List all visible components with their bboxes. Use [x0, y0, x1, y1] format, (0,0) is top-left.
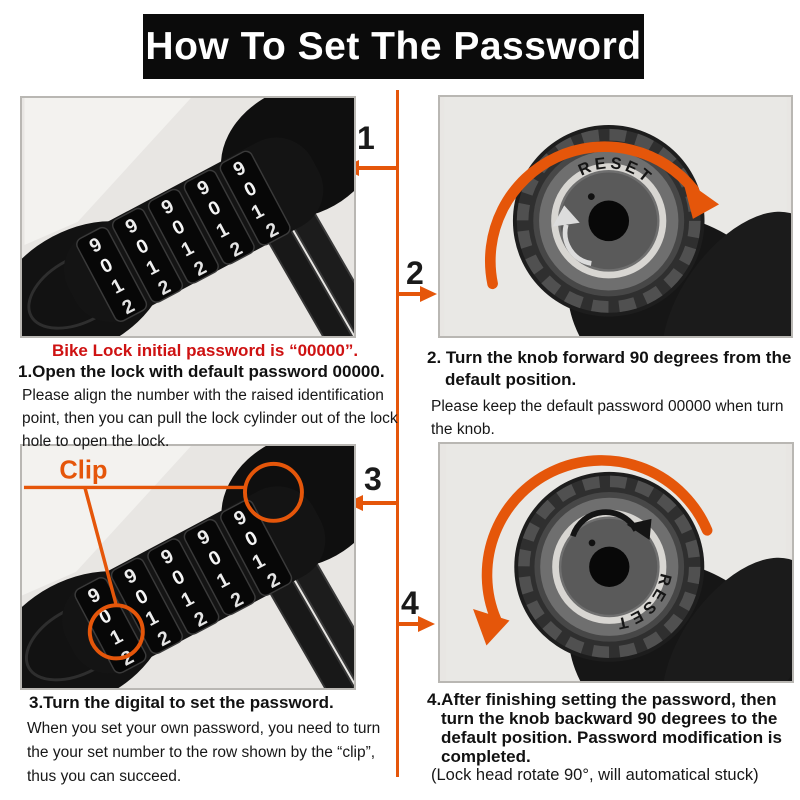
step2-illustration: [440, 97, 791, 336]
step3-arrow-bar: [361, 501, 398, 505]
step2-heading: [427, 347, 791, 391]
photo-step3-clip: [20, 444, 356, 690]
step-number-1: 1: [357, 120, 375, 156]
initial-password-caption: Bike Lock initial password is “00000”.: [51, 341, 359, 360]
clip-label: Clip: [59, 456, 108, 485]
step4-heading-line2: turn the knob backward 90 degrees to the: [441, 709, 778, 728]
svg-text:RESET: RESET: [612, 571, 675, 634]
step-number-3: 3: [364, 461, 382, 497]
step2-heading-line2: default position.: [445, 370, 577, 389]
step-number-2: 2: [406, 255, 424, 291]
step2-heading-line1: 2. Turn the knob forward 90 degrees from the: [427, 348, 792, 367]
step2-body: [431, 395, 783, 441]
step3-body-line1: When you set your own password, you need to turn: [27, 720, 381, 737]
step1-body-line2: point, then you can pull the lock cylinder out of the lock: [22, 410, 398, 427]
step3-illustration: [22, 446, 354, 688]
step3-heading: 3.Turn the digital to set the password.: [29, 693, 334, 712]
step3-body-line2: the your set number to the row shown by the “clip”,: [27, 744, 376, 761]
step2-arrow-bar: [398, 292, 420, 296]
step4-arrow-icon: [418, 616, 435, 632]
reset-label: RESET: [575, 154, 657, 188]
step-number-4: 4: [401, 585, 419, 621]
step4-illustration: [440, 444, 792, 681]
step1-body-line1: Please align the number with the raised identification: [22, 387, 384, 404]
step4-note: (Lock head rotate 90°, will automatical stuck): [431, 766, 759, 784]
step1-illustration: [22, 98, 354, 336]
step1-body-line3: hole to open the lock.: [22, 433, 170, 450]
step2-arrow-icon: [420, 286, 437, 302]
step1-arrow-bar: [357, 166, 398, 170]
step1-body: [22, 384, 398, 453]
step3-body: [27, 717, 380, 789]
photo-step4-knob-back: [438, 442, 794, 683]
step1-heading: 1.Open the lock with default password 00000.: [18, 362, 385, 381]
page-title: How To Set The Password: [145, 24, 642, 68]
step4-heading-line4: completed.: [441, 747, 531, 766]
step4-heading-line1: 4.After finishing setting the password, then: [427, 690, 777, 709]
step3-body-line3: thus you can succeed.: [27, 768, 182, 785]
photo-step1-dials: [20, 96, 356, 338]
step4-heading-line3: default position. Password modification is: [441, 728, 782, 747]
step2-body-line1: Please keep the default password 00000 when turn: [431, 398, 784, 415]
title-banner: [143, 14, 644, 79]
photo-step2-knob: [438, 95, 793, 338]
step4-arrow-bar: [398, 622, 418, 626]
step4-heading: [427, 690, 782, 766]
step2-body-line2: the knob.: [431, 421, 495, 438]
